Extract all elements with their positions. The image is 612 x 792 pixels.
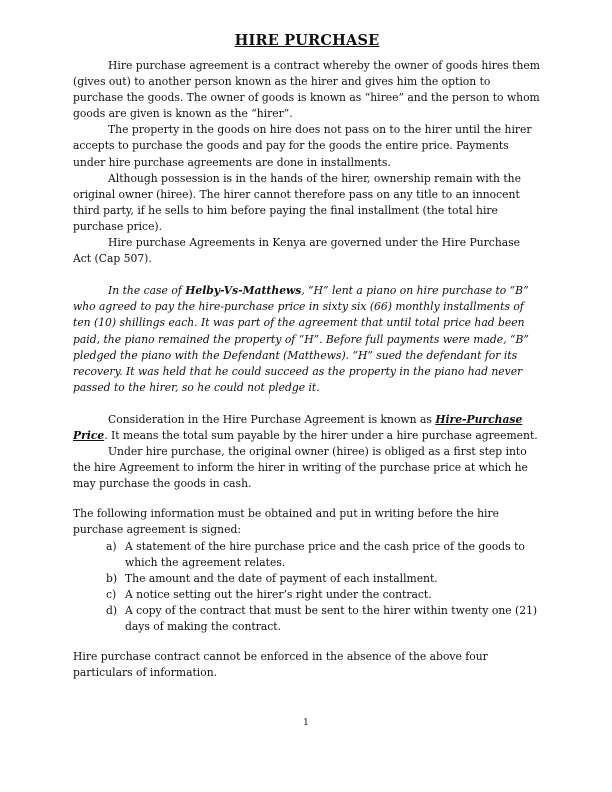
page-number: 1 bbox=[303, 718, 309, 728]
list-item bbox=[73, 571, 541, 587]
consideration-rest: . It means the total sum payable by the hirer under a hire purchase agreement. bbox=[104, 428, 538, 442]
list-item bbox=[73, 587, 541, 603]
paragraph-possession: Although possession is in the hands of the hirer, ownership remain with the original owner (hiree). The hirer cannot therefore pass on any title to an innocent third party, if he sells to him before paying the final installment (the total hire purchase price). bbox=[73, 171, 521, 233]
paragraph-requirements: The following information must be obtained and put in writing before the hire purchase agreement is signed: bbox=[73, 507, 500, 537]
list-text: A copy of the contract that must be sent to the hirer within twenty one (21) days of making the contract. bbox=[125, 603, 538, 633]
consideration-lead: Consideration in the Hire Purchase Agreement is known as bbox=[108, 412, 436, 426]
page-title: HIRE PURCHASE bbox=[234, 32, 380, 49]
list-marker: b) bbox=[106, 571, 118, 585]
list-text: A statement of the hire purchase price and the cash price of the goods to which the agreement relates. bbox=[125, 539, 525, 569]
list-marker: a) bbox=[106, 539, 117, 553]
case-paragraph bbox=[73, 283, 541, 396]
list-marker: d) bbox=[106, 603, 118, 617]
case-lead: In the case of bbox=[108, 284, 186, 298]
document-page bbox=[73, 32, 541, 681]
consideration-paragraph bbox=[73, 412, 541, 444]
paragraph-obligation: Under hire purchase, the original owner (hiree) is obliged as a first step into the hire Agreement to inform the hirer in writing of the purchase price at which he may purchase the goods in cash. bbox=[73, 445, 528, 491]
list-item bbox=[73, 539, 541, 571]
paragraph-enforcement: Hire purchase contract cannot be enforced in the absence of the above four particulars of information. bbox=[73, 650, 488, 680]
paragraph-property: The property in the goods on hire does not pass on to the hirer until the hirer accepts to purchase the goods and pay for the goods the entire price. Payments under hire purchase agreements are done in installments. bbox=[73, 123, 532, 169]
paragraph-legislation: Hire purchase Agreements in Kenya are governed under the Hire Purchase Act (Cap 507). bbox=[73, 236, 521, 266]
case-body: , “H” lent a piano on hire purchase to “B” who agreed to pay the hire-purchase price in sixty six (66) monthly installments of ten (10) shillings each. It was part of the agreement that until total price had been paid, the piano remained the property of “H”. Before full payments were made, “B” pledged the piano with the Defendant (Matthews). “H” sued the defendant for its recovery. It was held that he could succeed as the property in the piano had never passed to the hirer, so he could not pledge it. bbox=[73, 284, 529, 394]
list-marker: c) bbox=[106, 587, 117, 601]
list-text: A notice setting out the hirer’s right under the contract. bbox=[125, 587, 432, 601]
case-name: Helby-Vs-Matthews bbox=[185, 284, 302, 298]
consideration-term: Hire-Purchase Price bbox=[73, 412, 523, 442]
paragraph-definition: Hire purchase agreement is a contract whereby the owner of goods hires them (gives out) to another person known as the hirer and gives him the option to purchase the goods. The owner of goods is known as “hiree” and the person to whom goods are given is known as the “hirer”. bbox=[73, 59, 540, 121]
list-text: The amount and the date of payment of each installment. bbox=[125, 571, 438, 585]
requirements-list bbox=[73, 539, 541, 636]
list-item bbox=[73, 603, 541, 635]
